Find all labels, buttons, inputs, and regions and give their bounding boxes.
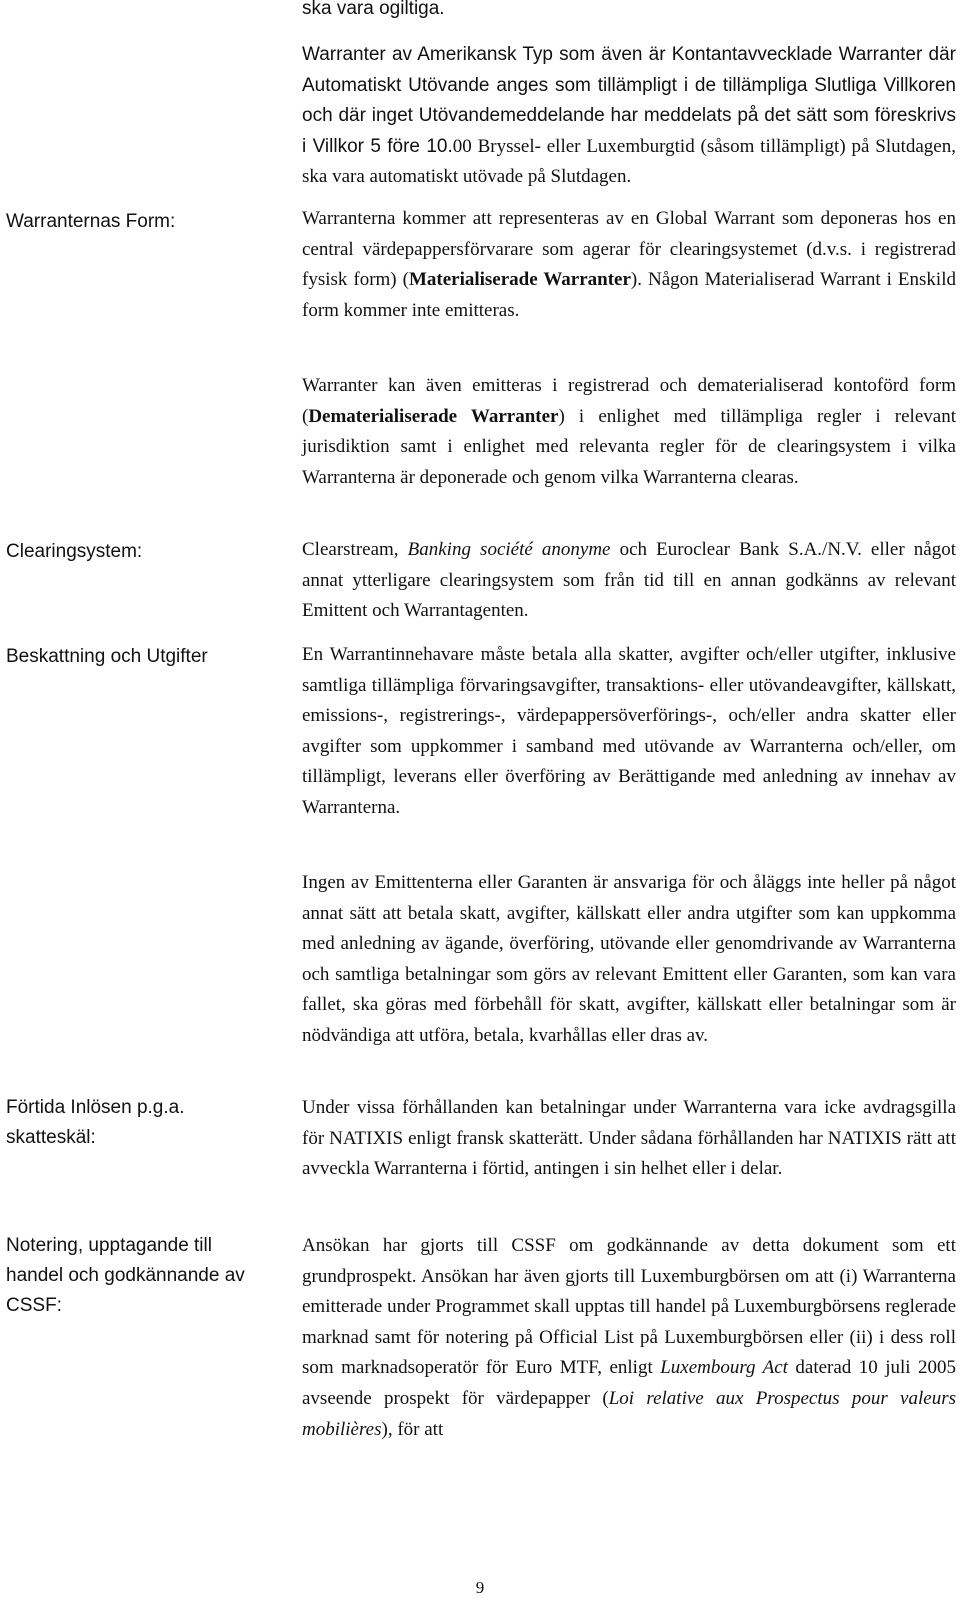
paragraph-part-sans: Warranter av Amerikansk Typ som även är Kontantavvecklade Warranter där Automatiskt Utövande anges som tillämpligt i de tillämpliga Slutliga Villkoren och där inget Utövandemeddelande har meddelats på det sätt som föreskrivs i Villkor 5 före 10. bbox=[302, 44, 956, 157]
paragraph-beskattning-1: En Warrantinnehavare måste betala alla skatter, avgifter och/eller utgifter, inklusive samtliga tillämpliga förvaringsavgifter, transaktions- eller utövandeavgifter, källskatt, emissions-, registrerings-, värdepappersöverförings-, och/eller andra skatter eller avgifter som uppkommer i samband med utövande av Warranterna och/eller, om tillämpligt, leverans eller överföring av Berättigande med anledning av innehav av Warranterna. bbox=[302, 644, 956, 818]
paragraph-beskattning-2: Ingen av Emittenterna eller Garanten är ansvariga för och åläggs inte heller på något annat sätt att betala skatt, avgifter, källskatt eller andra utgifter som kan uppkomma med anledning av ägande, överföring, utövande eller genomdrivande av Warranterna och samtliga betalningar som görs av relevant Emittent eller Garanten, som kan vara fallet, ska göras med förbehåll för skatt, avgifter, källskatt eller betalningar som är nödvändiga att utföra, betala, kvarhållas eller dras av. bbox=[302, 872, 956, 1046]
italic-term: Loi relative aux Prospectus pour valeurs mobilières bbox=[302, 1387, 956, 1440]
bold-term: Dematerialiserade Warranter bbox=[308, 405, 559, 427]
paragraph-notering: Ansökan har gjorts till CSSF om godkännande av detta dokument som ett grundprospekt. Ansökan har även gjorts till Luxemburgbörsen om att (i) Warranterna emitterade under Programmet skall upptas till handel på Luxemburgbörsens reglerade marknad samt för notering på Official List på Luxemburgbörsen eller (ii) i dess roll som marknadsoperatör för Euro MTF, enligt Luxembourg Act daterad 10 juli 2005 avseende prospekt för värdepapper (Loi relative aux Prospectus pour valeurs mobilières), för att bbox=[302, 1235, 956, 1440]
paragraph-form-2: Warranter kan även emitteras i registrerad och dematerialiserad kontoförd form (Dematerialiserade Warranter) i enlighet med tillämpliga regler i relevant jurisdiktion samt i enlighet med relevanta regler för de clearingsystem i vilka Warranterna är deponerade och genom vilka Warranterna clearas. bbox=[302, 375, 956, 488]
label-clearingsystem: Clearingsystem: bbox=[6, 541, 143, 562]
paragraph-fortida-inlosen: Under vissa förhållanden kan betalningar under Warranterna vara icke avdragsgilla för NATIXIS enligt fransk skatterätt. Under sådana förhållanden har NATIXIS rätt att avveckla Warranterna i förtid, antingen i sin helhet eller i delar. bbox=[302, 1097, 956, 1180]
paragraph-amerikansk-typ bbox=[302, 40, 956, 193]
italic-term: Luxembourg Act bbox=[660, 1357, 788, 1379]
paragraph-part-serif: 00 Bryssel- eller Luxemburgtid (såsom tillämpligt) på Slutdagen, ska vara automatiskt utövade på Slutdagen. bbox=[302, 135, 956, 188]
label-beskattning: Beskattning och Utgifter bbox=[6, 646, 208, 667]
label-notering: Notering, upptagande till handel och godkännande av CSSF: bbox=[6, 1235, 245, 1316]
bold-term: Materialiserade Warranter bbox=[408, 269, 631, 291]
top-line: ska vara ogiltiga. bbox=[302, 0, 445, 19]
paragraph-form-1: Warranterna kommer att representeras av en Global Warrant som deponeras hos en central värdepappersförvarare som agerar för clearingsystemet (d.v.s. i registrerad fysisk form) (Materialiserade Warranter). Någon Materialiserad Warrant i Enskild form kommer inte emitteras. bbox=[302, 208, 956, 321]
italic-term: Banking société anonyme bbox=[407, 539, 611, 560]
label-fortida-inlosen: Förtida Inlösen p.g.a. skatteskäl: bbox=[6, 1097, 185, 1148]
label-warranternas-form: Warranternas Form: bbox=[6, 211, 176, 232]
page-number: 9 bbox=[475, 1578, 485, 1597]
paragraph-clearingsystem: Clearstream, Banking société anonyme och Euroclear Bank S.A./N.V. eller något annat ytterligare clearingsystem som från tid till en annan godkänns av relevant Emittent och Warrantagenten. bbox=[302, 539, 956, 622]
